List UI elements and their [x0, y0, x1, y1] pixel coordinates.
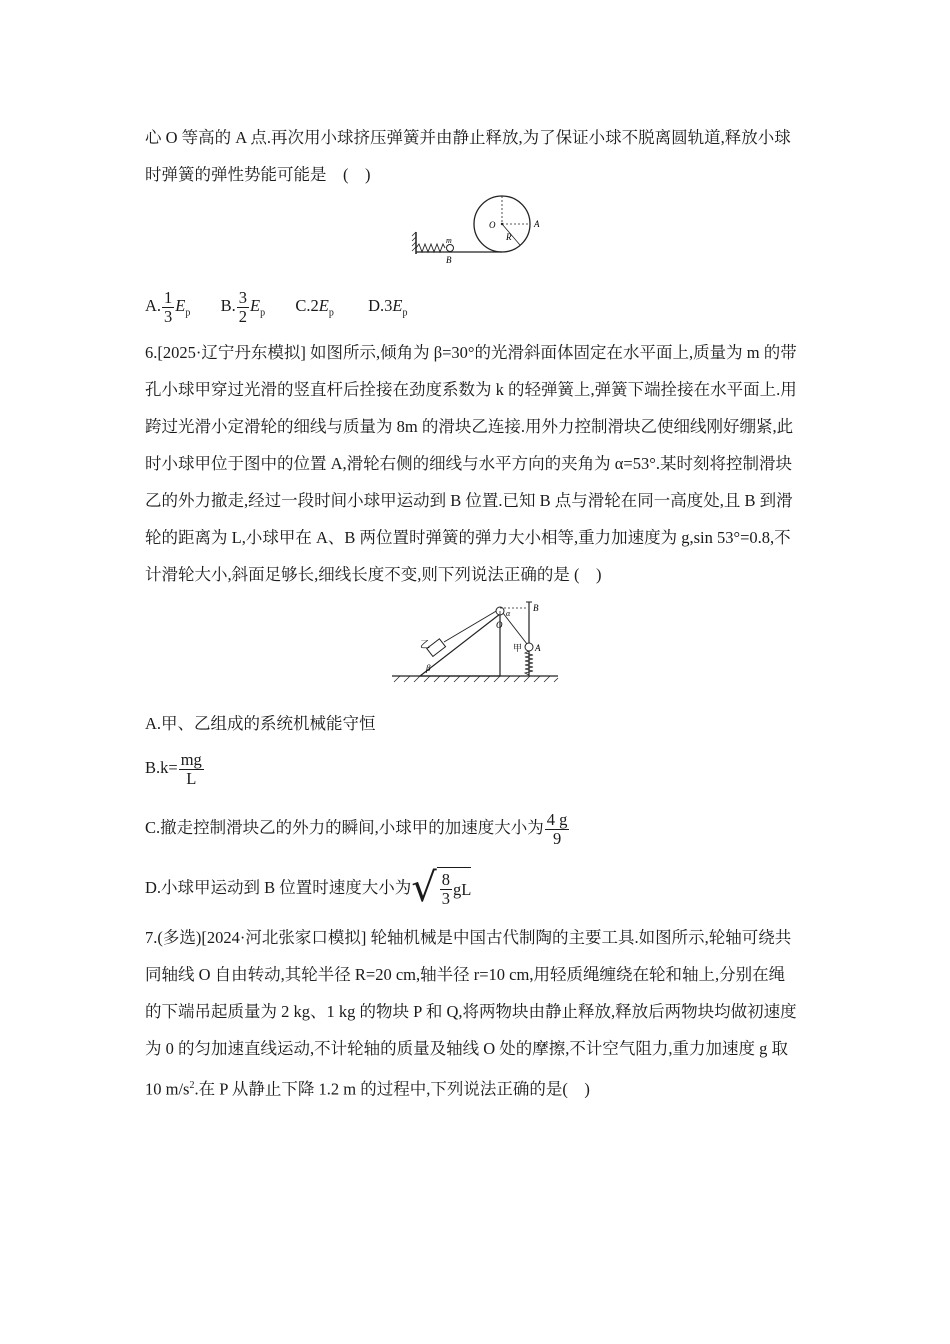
q6-text-line-4: 时小球甲位于图中的位置 A,滑轮右侧的细线与水平方向的夹角为 α=53°.某时刻将控制滑块: [145, 454, 792, 473]
q6-option-d: D.小球甲运动到 B 位置时速度大小为 √ $\frac{8}{3}$ gL: [145, 864, 472, 911]
square-root: √ $\frac{8}{3}$ gL: [411, 864, 472, 911]
q6-text-line-2: 孔小球甲穿过光滑的竖直杆后拴接在劲度系数为 k 的轻弹簧上,弹簧下端拴接在水平面上.用: [145, 380, 797, 399]
q5-fig-label-a: A: [534, 219, 540, 229]
q6-fig-label-a: A: [535, 643, 541, 653]
q6-fig-label-o: O: [496, 620, 503, 630]
q6-option-a: A.甲、乙组成的系统机械能守恒: [145, 714, 376, 733]
fraction: $\frac{4 g}{9}$: [546, 809, 568, 848]
q5-option-d: $D.3E_p$: [368, 296, 408, 319]
q6-fig-label-beta: β: [426, 663, 431, 673]
q6-fig-label-b: B: [533, 603, 539, 613]
q7-text-line-2: 同轴线 O 自由转动,其轮半径 R=20 cm,轴半径 r=10 cm,用轻质绳缠绕在轮和轴上,分别在绳: [145, 965, 786, 984]
q7-text-line-5: 10 $m/s^2$.在 P 从静止下降 1.2 m 的过程中,下列说法正确的是( ): [145, 1079, 590, 1099]
q5-option-a: A. $\frac{1}{3}$ $E_p$: [145, 287, 191, 326]
q5-option-b: B. $\frac{3}{2}$ $E_p$: [220, 287, 266, 326]
q5-text-line-1: 心 O 等高的 A 点.再次用小球挤压弹簧并由静止释放,为了保证小球不脱离圆轨道,释放小球: [145, 128, 791, 147]
q5-options: [145, 286, 408, 333]
q6-text-line-5: 乙的外力撤走,经过一段时间小球甲运动到 B 位置.已知 B 点与滑轮在同一高度处,且 B 到滑: [145, 491, 793, 510]
q5-figure: [410, 190, 550, 266]
q5-fig-label-r: R: [506, 232, 512, 242]
fraction: $\frac{8}{3}$: [441, 870, 451, 909]
q7-text-line-4: 为 0 的匀加速直线运动,不计轮轴的质量及轴线 O 处的摩擦,不计空气阻力,重力加速度 g 取: [145, 1039, 789, 1058]
fraction: $\frac{mg}{L}$: [180, 749, 202, 788]
q6-text-line-1: 6.[2025·辽宁丹东模拟] 如图所示,倾角为 β=30°的光滑斜面体固定在水平面上,质量为 m 的带: [145, 343, 797, 362]
q5-option-c: $C.2E_p$: [295, 296, 334, 319]
fraction: $\frac{3}{2}$: [238, 287, 248, 326]
q6-text-line-3: 跨过光滑小定滑轮的细线与质量为 8m 的滑块乙连接.用外力控制滑块乙使细线刚好绷紧,此: [145, 417, 794, 436]
q6-text-line-7: 计滑轮大小,斜面足够长,细线长度不变,则下列说法正确的是 ( ): [145, 565, 602, 584]
fraction: $\frac{1}{3}$: [164, 287, 173, 326]
q6-option-c: C.撤走控制滑块乙的外力的瞬间,小球甲的加速度大小为 $\frac{4 g}{9}$: [145, 809, 568, 848]
q6-fig-label-alpha: α: [506, 609, 511, 618]
q6-text-line-6: 轮的距离为 L,小球甲在 A、B 两位置时弹簧的弹力大小相等,重力加速度为 g,sin 53°=0.8,不: [145, 528, 791, 547]
q6-fig-label-yi: 乙: [420, 640, 430, 651]
q5-text-line-2: 时弹簧的弹性势能可能是 ( ): [145, 165, 371, 184]
q6-fig-label-jia: 甲: [513, 643, 523, 653]
q5-fig-label-m: m: [446, 236, 452, 245]
q7-text-line-3: 的下端吊起质量为 2 kg、1 kg 的物块 P 和 Q,将两物块由静止释放,释放后两物块均做初速度: [145, 1002, 797, 1021]
q5-fig-label-o: O: [489, 220, 496, 230]
q7-text-line-1: 7.(多选)[2024·河北张家口模拟] 轮轴机械是中国古代制陶的主要工具.如图所示,轮轴可绕共: [145, 928, 792, 947]
q5-fig-label-b: B: [446, 255, 452, 265]
q6-figure: [390, 600, 562, 684]
q6-option-b: B.k= $\frac{mg}{L}$: [145, 749, 202, 788]
